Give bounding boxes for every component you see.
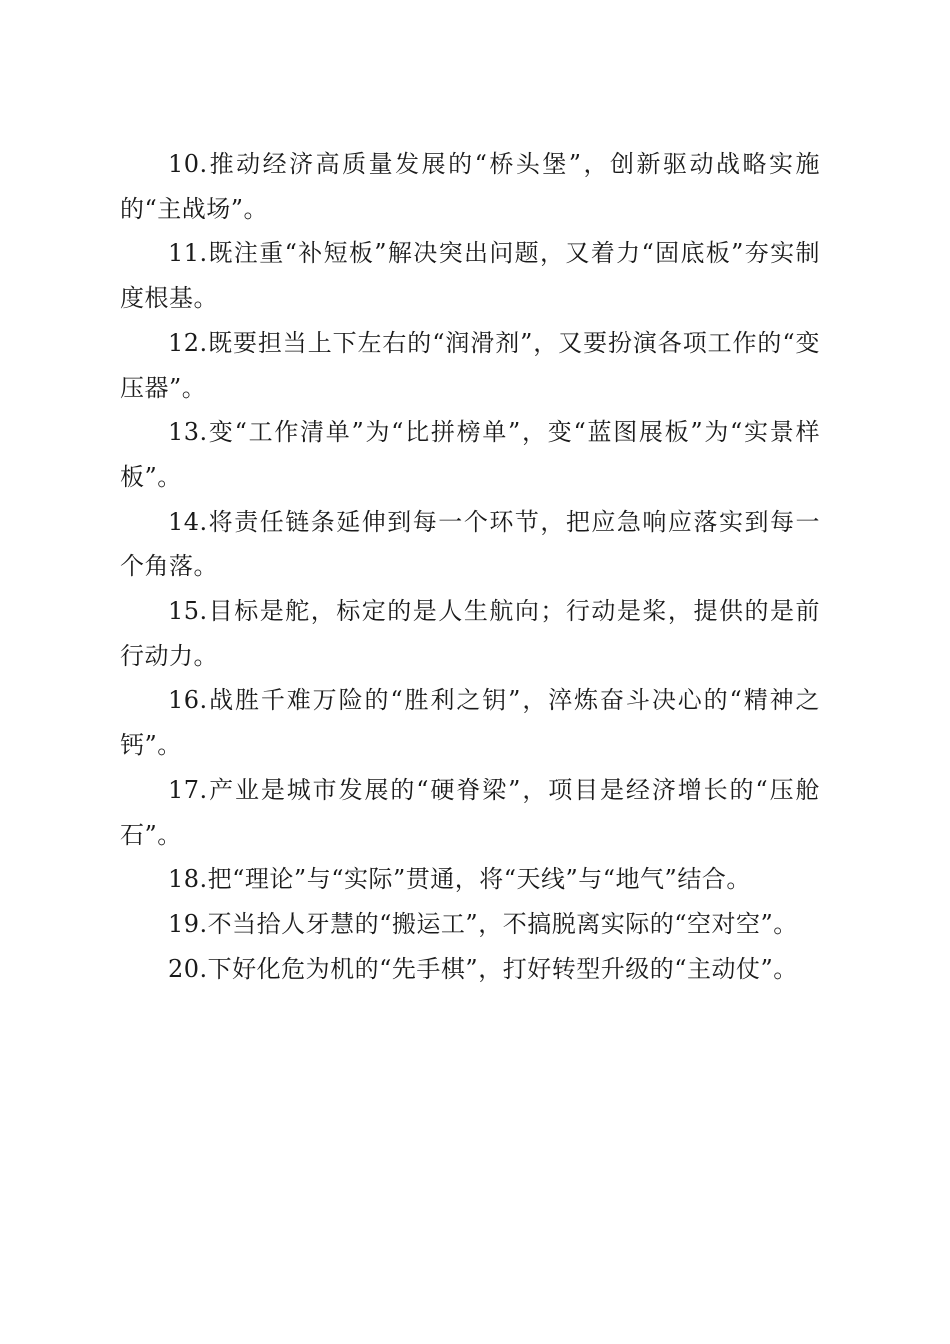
list-item-12: 12.既要担当上下左右的“润滑剂”，又要扮演各项工作的“变压器”。 — [120, 328, 820, 402]
list-item-13: 13.变“工作清单”为“比拼榜单”，变“蓝图展板”为“实景样板”。 — [120, 418, 820, 491]
list-item-17: 17.产业是城市发展的“硬脊梁”，项目是经济增长的“压舱石”。 — [120, 775, 820, 849]
list-item-10: 10.推动经济高质量发展的“桥头堡”，创新驱动战略实施的“主战场”。 — [120, 150, 820, 223]
list-item-16: 16.战胜千难万险的“胜利之钥”，淬炼奋斗决心的“精神之钙”。 — [120, 686, 820, 760]
list-item-14: 14.将责任链条延伸到每一个环节，把应急响应落实到每一个角落。 — [120, 507, 820, 581]
list-item-15: 15.目标是舵，标定的是人生航向；行动是桨，提供的是前行动力。 — [120, 597, 820, 670]
list-item-18: 18.把“理论”与“实际”贯通，将“天线”与“地气”结合。 — [168, 865, 751, 894]
document-body — [120, 142, 820, 991]
list-item-20: 20.下好化危为机的“先手棋”，打好转型升级的“主动仗”。 — [168, 954, 798, 983]
list-item-11: 11.既注重“补短板”解决突出问题，又着力“固底板”夯实制度根基。 — [120, 239, 820, 313]
list-item-19: 19.不当拾人牙慧的“搬运工”，不搞脱离实际的“空对空”。 — [168, 909, 798, 938]
